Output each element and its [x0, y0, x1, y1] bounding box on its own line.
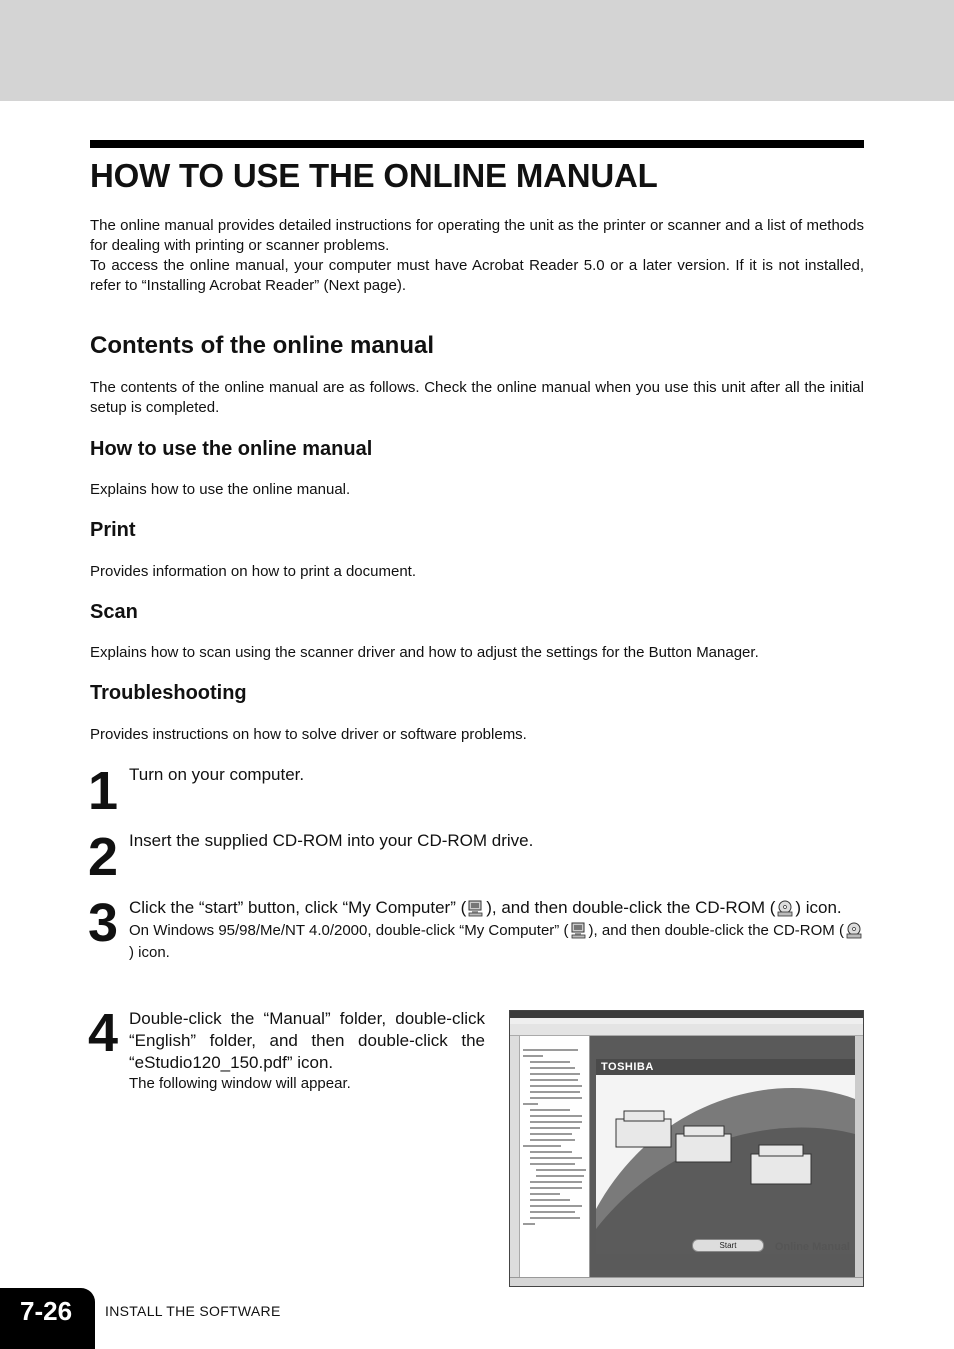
online-manual-title: Online Manual: [774, 1241, 850, 1253]
brand-logo: TOSHIBA: [601, 1061, 654, 1073]
step-number-3: 3: [88, 893, 117, 953]
step3-sub-b: ), and then double-click the CD-ROM (: [588, 922, 844, 939]
bookmark-line: [536, 1169, 586, 1171]
bookmark-line: [530, 1181, 582, 1183]
manual-cover: [596, 1059, 855, 1254]
step3-sub-c: ) icon.: [129, 944, 170, 961]
step3-text-c: ) icon.: [795, 898, 842, 917]
bookmark-line: [530, 1193, 560, 1195]
bookmark-line: [530, 1127, 580, 1129]
bookmark-line: [530, 1217, 580, 1219]
step-number-4: 4: [88, 1003, 117, 1063]
page-number: 7-26: [20, 1296, 73, 1326]
step-number-1: 1: [88, 761, 117, 821]
bookmark-line: [530, 1079, 578, 1081]
bookmark-line: [530, 1067, 575, 1069]
step3-sub-a: On Windows 95/98/Me/NT 4.0/2000, double-click “My Computer” (: [129, 922, 569, 939]
status-bar: [510, 1277, 863, 1286]
bookmark-line: [530, 1187, 582, 1189]
bookmark-line: [530, 1163, 575, 1165]
contents-text: The contents of the online manual are as follows. Check the online manual when you use this unit after all the initial setup is completed.: [90, 379, 864, 416]
section-heading-scan: Scan: [90, 601, 138, 623]
my-computer-icon: [570, 921, 588, 939]
window-toolbar: [510, 1024, 863, 1036]
section-text-print: Provides information on how to print a document.: [90, 563, 417, 580]
bookmarks-tabs: [510, 1036, 520, 1280]
bookmark-line: [523, 1049, 578, 1051]
bookmark-line: [523, 1223, 535, 1225]
bookmark-line: [523, 1145, 561, 1147]
step-subtext-4: The following window will appear.: [129, 1075, 351, 1092]
footer-section-label: INSTALL THE SOFTWARE: [105, 1303, 281, 1319]
bookmark-line: [523, 1055, 543, 1057]
cover-artwork: [596, 1059, 855, 1254]
cd-rom-icon: [845, 921, 863, 939]
my-computer-icon: [467, 899, 485, 917]
step-text-1: Turn on your computer.: [129, 765, 305, 784]
bookmark-line: [530, 1061, 570, 1063]
bookmark-line: [530, 1091, 580, 1093]
vertical-scrollbar[interactable]: [855, 1036, 863, 1280]
bookmark-line: [530, 1211, 575, 1213]
step-subtext-3: [129, 920, 864, 964]
section-text-scan: Explains how to scan using the scanner driver and how to adjust the settings for the Button Manager.: [90, 644, 759, 661]
title-rule: [90, 140, 864, 148]
bookmark-line: [530, 1133, 572, 1135]
bookmark-line: [530, 1115, 582, 1117]
page-number-tab: [0, 1288, 95, 1349]
bookmark-line: [530, 1205, 582, 1207]
cd-rom-icon: [776, 899, 794, 917]
section-heading-how-to-use: How to use the online manual: [90, 438, 373, 460]
step3-text-b: ), and then double-click the CD-ROM (: [486, 898, 776, 917]
bookmark-line: [523, 1103, 538, 1105]
bookmark-line: [530, 1097, 582, 1099]
bookmark-line: [530, 1121, 582, 1123]
page-title: HOW TO USE THE ONLINE MANUAL: [90, 157, 658, 194]
bookmark-line: [530, 1151, 572, 1153]
intro-paragraph-2: To access the online manual, your computer must have Acrobat Reader 5.0 or a later version. If it is not installed, refer to “Installing Acrobat Reader” (Next page).: [90, 257, 864, 294]
step3-text-a: Click the “start” button, click “My Computer” (: [129, 898, 467, 917]
section-heading-troubleshooting: Troubleshooting: [90, 682, 247, 704]
step-text-4: Double-click the “Manual” folder, double-click “English” folder, and then double-click the “eStudio120_150.pdf” icon.: [129, 1009, 485, 1072]
section-text-troubleshooting: Provides instructions on how to solve driver or software problems.: [90, 726, 527, 743]
intro-paragraph-1: The online manual provides detailed instructions for operating the unit as the printer or scanner and a list of methods for dealing with printing or scanner problems.: [90, 217, 864, 254]
document-view: [590, 1036, 856, 1280]
bookmark-line: [530, 1109, 570, 1111]
contents-heading: Contents of the online manual: [90, 332, 435, 359]
bookmarks-panel: [510, 1036, 590, 1280]
step-number-2: 2: [88, 827, 117, 887]
section-heading-print: Print: [90, 519, 136, 541]
online-manual-window-screenshot: [509, 1010, 864, 1287]
bookmark-line: [530, 1073, 580, 1075]
section-text-how-to-use: Explains how to use the online manual.: [90, 481, 351, 498]
bookmark-line: [530, 1199, 570, 1201]
step-text-3: [129, 897, 864, 919]
bookmark-line: [530, 1139, 575, 1141]
step-text-2: Insert the supplied CD-ROM into your CD-ROM drive.: [129, 831, 534, 850]
bookmark-line: [530, 1085, 582, 1087]
window-title-bar: [510, 1011, 863, 1018]
bookmark-line: [530, 1157, 582, 1159]
header-band: [0, 0, 954, 101]
start-button[interactable]: Start: [692, 1239, 764, 1252]
bookmark-line: [536, 1175, 584, 1177]
